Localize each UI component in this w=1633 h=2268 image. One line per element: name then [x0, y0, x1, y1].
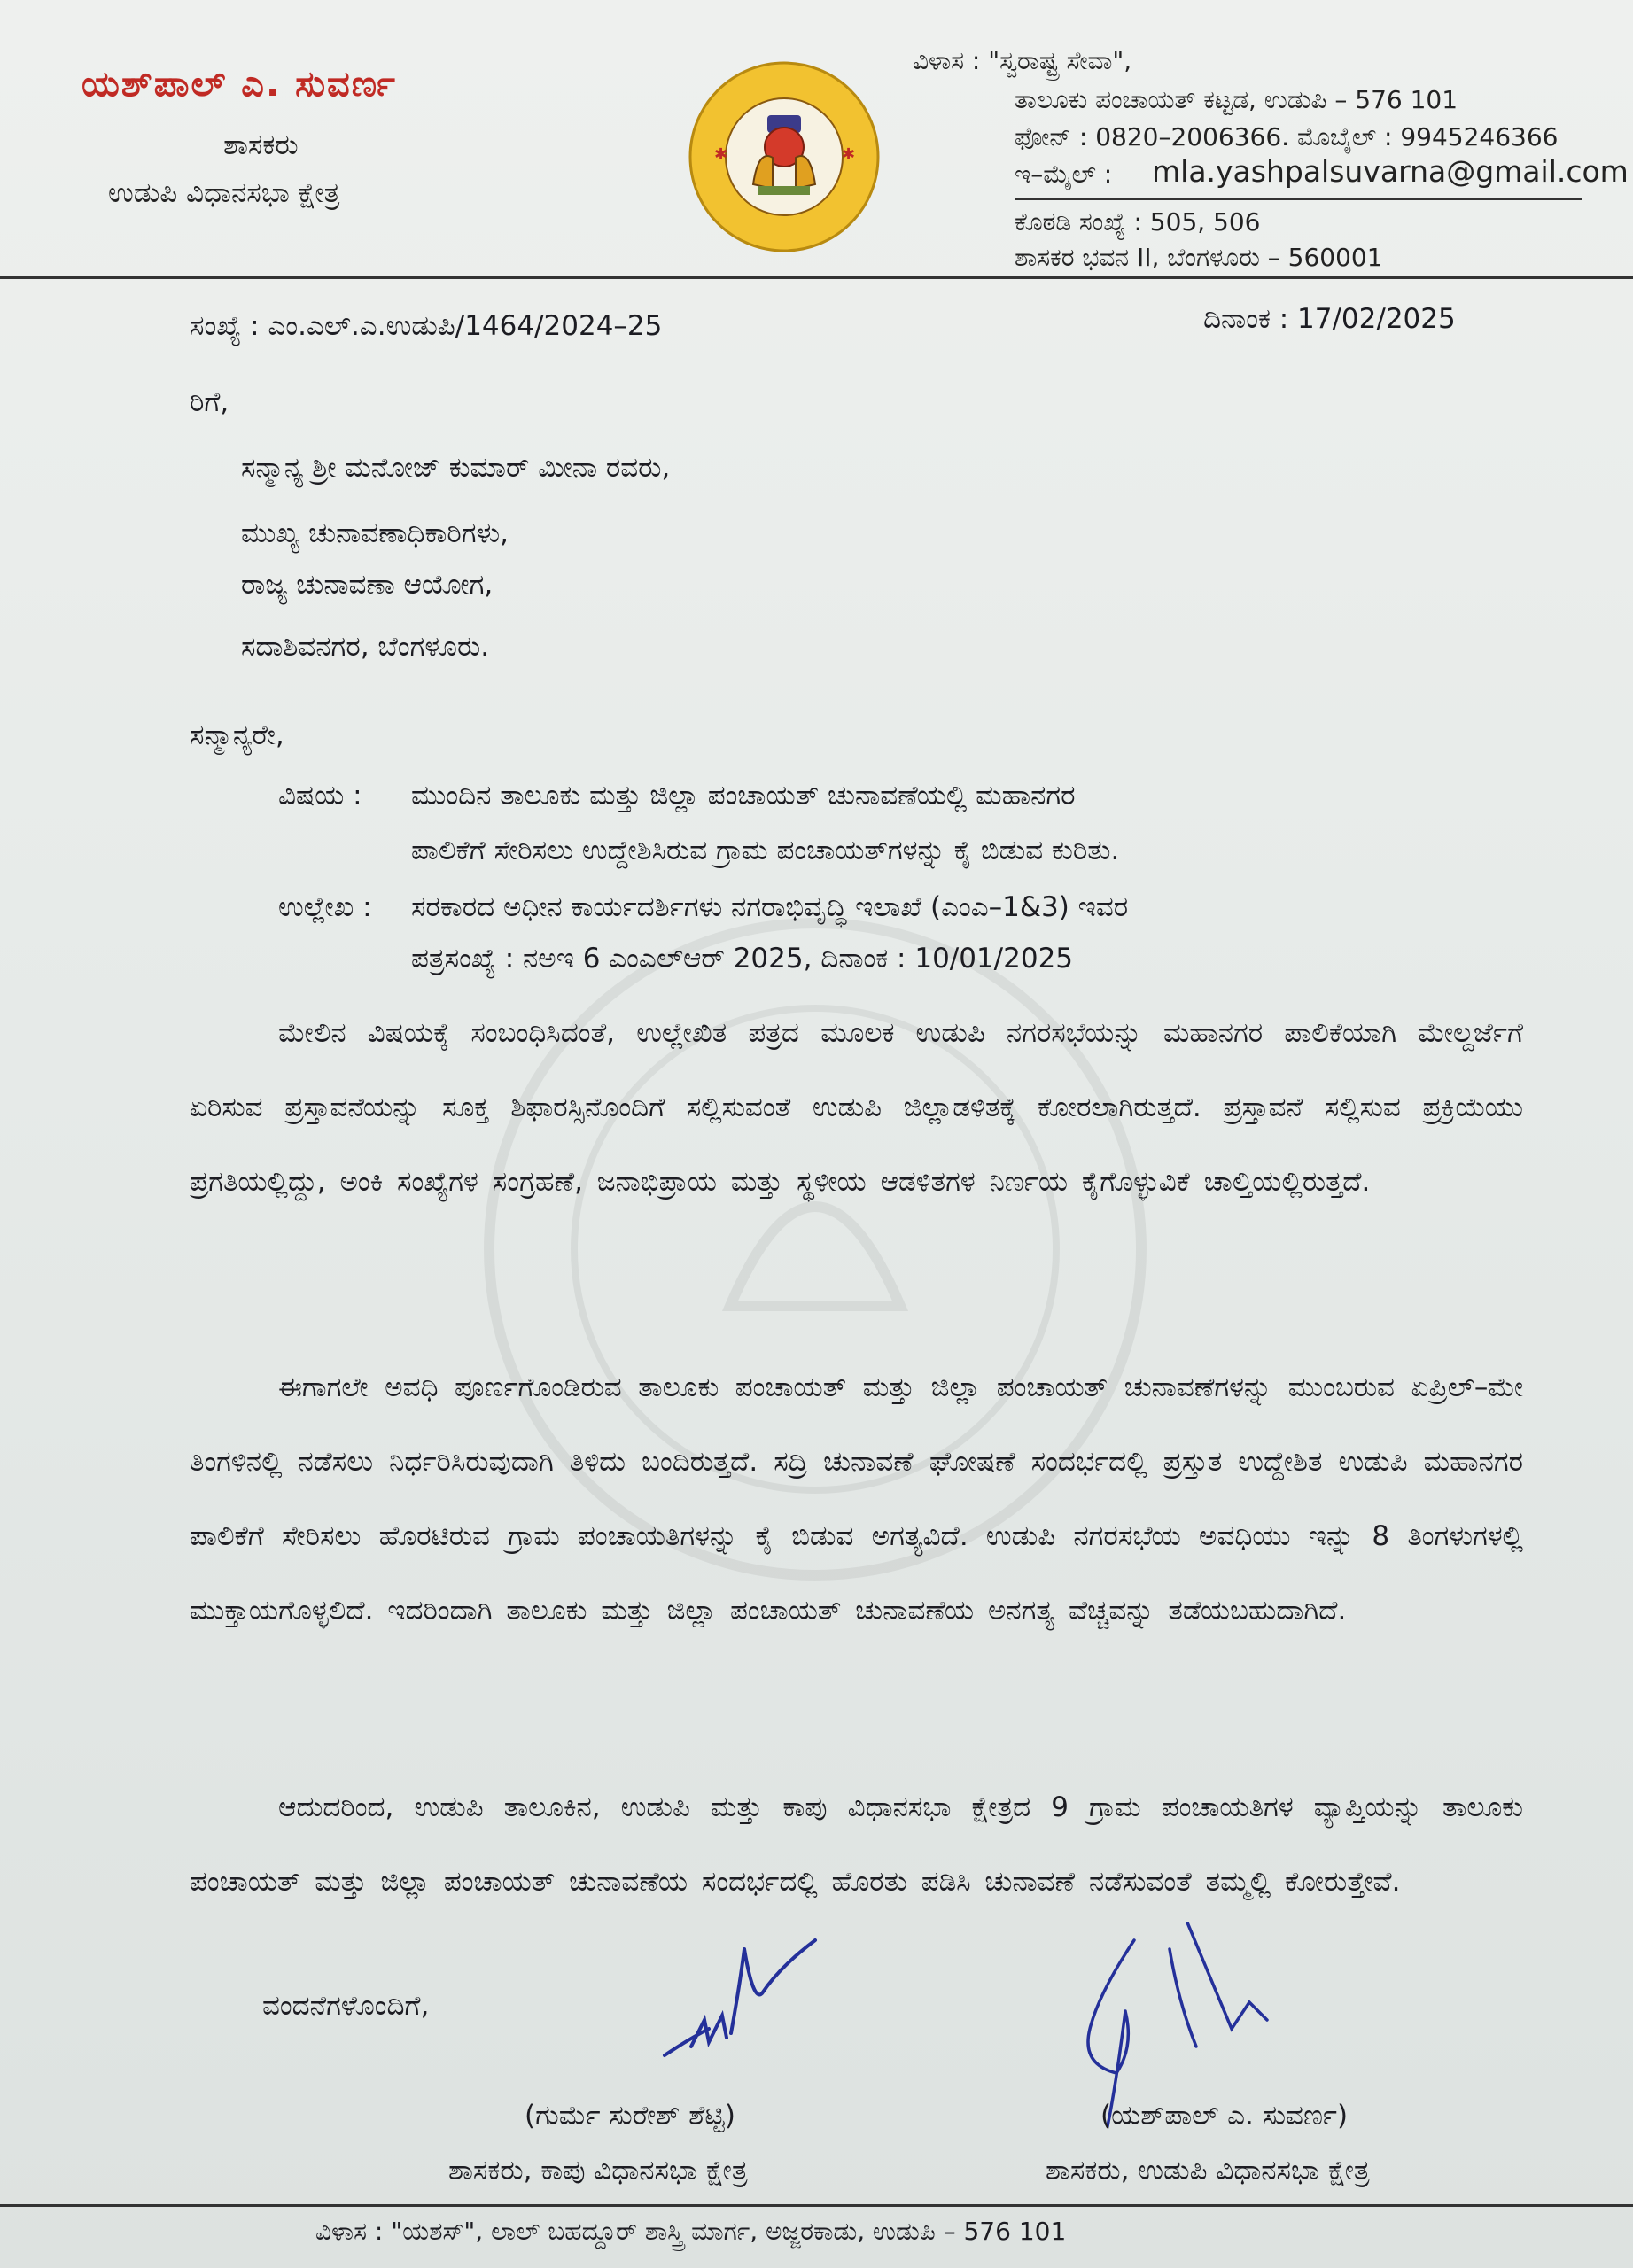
paragraph-3-text: ಆದುದರಿಂದ, ಉಡುಪಿ ತಾಲೂಕಿನ, ಉಡುಪಿ ಮತ್ತು ಕಾಪು ವಿಧಾನಸಭಾ ಕ್ಷೇತ್ರದ 9 ಗ್ರಾಮ ಪಂಚಾಯತಿಗಳ ವ್ಯಾಪ್ತಿಯನ್ನು ತಾಲೂಕು ಪಂಚಾಯತ್ ಮತ್ತು ಜಿಲ್ಲಾ ಪಂಚಾಯತ್ ಚುನಾವಣೆಯ ಸಂದರ್ಭದಲ್ಲಿ ಹೊರತು ಪಡಿಸಿ ಚುನಾವಣೆ ನಡೆಸುವಂತೆ ತಮ್ಮಲ್ಲಿ ಕೋರುತ್ತೇವೆ.: [190, 1791, 1523, 1898]
footer-address: ವಿಳಾಸ : "ಯಶಸ್", ಲಾಲ್ ಬಹದ್ದೂರ್ ಶಾಸ್ತ್ರಿ ಮಾರ್ಗ, ಅಜ್ಜರಕಾಡು, ಉಡುಪಿ – 576 101: [315, 2217, 1067, 2246]
karnataka-assembly-emblem-icon: [688, 60, 881, 253]
room-number-line: ಕೊಠಡಿ ಸಂಖ್ಯೆ : 505, 506: [1015, 207, 1261, 237]
designation: ಶಾಸಕರು: [223, 129, 299, 161]
body-paragraph-3: [190, 1770, 1523, 1919]
recipient-line-2: ಮುಖ್ಯ ಚುನಾವಣಾಧಿಕಾರಿಗಳು,: [241, 517, 509, 549]
signature-1-icon: [656, 1931, 833, 2064]
email-address: mla.yashpalsuvarna@gmail.com: [1152, 154, 1629, 189]
letterhead-divider: [0, 276, 1633, 279]
contact-divider: [1015, 198, 1582, 200]
address-line-2: ತಾಲೂಕು ಪಂಚಾಯತ್ ಕಟ್ಟಡ, ಉಡುಪಿ – 576 101: [1015, 85, 1458, 114]
bhavan-address-line: ಶಾಸಕರ ಭವನ II, ಬೆಂಗಳೂರು – 560001: [1015, 243, 1383, 272]
salutation: ಸನ್ಮಾನ್ಯರೇ,: [190, 719, 284, 751]
to-label: ರಿಗೆ,: [190, 386, 229, 418]
letter-date: ದಿನಾಂಕ : 17/02/2025: [1203, 303, 1456, 335]
constituency: ಉಡುಪಿ ವಿಧಾನಸಭಾ ಕ್ಷೇತ್ರ: [108, 177, 340, 209]
recipient-line-1: ಸನ್ಮಾನ್ಯ ಶ್ರೀ ಮನೋಜ್ ಕುಮಾರ್ ಮೀನಾ ರವರು,: [241, 452, 671, 484]
recipient-line-3: ರಾಜ್ಯ ಚುನಾವಣಾ ಆಯೋಗ,: [241, 569, 494, 601]
subject-line-1: ಮುಂದಿನ ತಾಲೂಕು ಮತ್ತು ಜಿಲ್ಲಾ ಪಂಚಾಯತ್ ಚುನಾವಣೆಯಲ್ಲಿ ಮಹಾನಗರ: [411, 780, 1076, 812]
signatory-2-name: (ಯಶ್‌ಪಾಲ್ ಎ. ಸುವರ್ಣ): [1100, 2100, 1349, 2132]
reference-label: ಉಲ್ಲೇಖ :: [278, 891, 372, 923]
signatory-2-title: ಶಾಸಕರು, ಉಡುಪಿ ವಿಧಾನಸಭಾ ಕ್ಷೇತ್ರ: [1046, 2155, 1370, 2186]
reference-number: ಸಂಖ್ಯೆ : ಎಂ.ಎಲ್.ಎ.ಉಡುಪಿ/1464/2024–25: [190, 310, 663, 342]
svg-text:✱: ✱: [842, 145, 856, 164]
paragraph-1-text: ಮೇಲಿನ ವಿಷಯಕ್ಕೆ ಸಂಬಂಧಿಸಿದಂತೆ, ಉಲ್ಲೇಖಿತ ಪತ್ರದ ಮೂಲಕ ಉಡುಪಿ ನಗರಸಭೆಯನ್ನು ಮಹಾನಗರ ಪಾಲಿಕೆಯಾಗಿ ಮೇಲ್ದರ್ಜೆಗೆ ಏರಿಸುವ ಪ್ರಸ್ತಾವನೆಯನ್ನು ಸೂಕ್ತ ಶಿಫಾರಸ್ಸಿನೊಂದಿಗೆ ಸಲ್ಲಿಸುವಂತೆ ಉಡುಪಿ ಜಿಲ್ಲಾಡಳಿತಕ್ಕೆ ಕೋರಲಾಗಿರುತ್ತದೆ. ಪ್ರಸ್ತಾವನೆ ಸಲ್ಲಿಸುವ ಪ್ರಕ್ರಿಯೆಯು ಪ್ರಗತಿಯಲ್ಲಿದ್ದು, ಅಂಕಿ ಸಂಖ್ಯೆಗಳ ಸಂಗ್ರಹಣೆ, ಜನಾಭಿಪ್ರಾಯ ಮತ್ತು ಸ್ಥಳೀಯ ಆಡಳಿತಗಳ ನಿರ್ಣಯ ಕೈಗೊಳ್ಳುವಿಕೆ ಚಾಲ್ತಿಯಲ್ಲಿರುತ್ತದೆ.: [190, 1017, 1523, 1198]
body-paragraph-2: [190, 1350, 1523, 1648]
footer-divider: [0, 2204, 1633, 2207]
address-line-1: ವಿಳಾಸ : "ಸ್ವರಾಷ್ಟ್ರ ಸೇವಾ",: [913, 46, 1132, 75]
reference-line-1: ಸರಕಾರದ ಅಧೀನ ಕಾರ್ಯದರ್ಶಿಗಳು ನಗರಾಭಿವೃದ್ಧಿ ಇಲಾಖೆ (ಎಂಎ–1&3) ಇವರ: [411, 891, 1129, 923]
mla-name-heading: ಯಶ್‌ಪಾಲ್ ಎ. ಸುವರ್ಣ: [82, 64, 397, 105]
closing: ವಂದನೆಗಳೊಂದಿಗೆ,: [262, 1990, 430, 2022]
svg-text:✱: ✱: [714, 145, 728, 164]
subject-label: ವಿಷಯ :: [278, 780, 362, 812]
paragraph-2-text: ಈಗಾಗಲೇ ಅವಧಿ ಪೂರ್ಣಗೊಂಡಿರುವ ತಾಲೂಕು ಪಂಚಾಯತ್ ಮತ್ತು ಜಿಲ್ಲಾ ಪಂಚಾಯತ್ ಚುನಾವಣೆಗಳನ್ನು ಮುಂಬರುವ ಏಪ್ರಿಲ್–ಮೇ ತಿಂಗಳಿನಲ್ಲಿ ನಡೆಸಲು ನಿರ್ಧರಿಸಿರುವುದಾಗಿ ತಿಳಿದು ಬಂದಿರುತ್ತದೆ. ಸದ್ರಿ ಚುನಾವಣೆ ಘೋಷಣೆ ಸಂದರ್ಭದಲ್ಲಿ ಪ್ರಸ್ತುತ ಉದ್ದೇಶಿತ ಉಡುಪಿ ಮಹಾನಗರ ಪಾಲಿಕೆಗೆ ಸೇರಿಸಲು ಹೊರಟಿರುವ ಗ್ರಾಮ ಪಂಚಾಯತಿಗಳನ್ನು ಕೈ ಬಿಡುವ ಅಗತ್ಯವಿದೆ. ಉಡುಪಿ ನಗರಸಭೆಯ ಅವಧಿಯು ಇನ್ನು 8 ತಿಂಗಳುಗಳಲ್ಲಿ ಮುಕ್ತಾಯಗೊಳ್ಳಲಿದೆ. ಇದರಿಂದಾಗಿ ತಾಲೂಕು ಮತ್ತು ಜಿಲ್ಲಾ ಪಂಚಾಯತ್ ಚುನಾವಣೆಯ ಅನಗತ್ಯ ವೆಚ್ಚವನ್ನು ತಡೆಯಬಹುದಾಗಿದೆ.: [190, 1371, 1523, 1627]
signatory-1-name: (ಗುರ್ಮೆ ಸುರೇಶ್ ಶೆಟ್ಟಿ): [525, 2100, 735, 2132]
body-paragraph-1: [190, 996, 1523, 1219]
recipient-line-4: ಸದಾಶಿವನಗರ, ಬೆಂಗಳೂರು.: [241, 631, 490, 663]
email-label: ಇ–ಮೈಲ್ :: [1015, 159, 1113, 189]
signatory-1-title: ಶಾಸಕರು, ಕಾಪು ವಿಧಾನಸಭಾ ಕ್ಷೇತ್ರ: [448, 2155, 748, 2186]
subject-line-2: ಪಾಲಿಕೆಗೆ ಸೇರಿಸಲು ಉದ್ದೇಶಿಸಿರುವ ಗ್ರಾಮ ಪಂಚಾಯತ್‌ಗಳನ್ನು ಕೈ ಬಿಡುವ ಕುರಿತು.: [411, 835, 1120, 866]
phone-line: ಫೋನ್ : 0820–2006366. ಮೊಬೈಲ್ : 9945246366: [1015, 122, 1559, 151]
reference-line-2: ಪತ್ರಸಂಖ್ಯೆ : ನಅಇ 6 ಎಂಎಲ್ಆರ್ 2025, ದಿನಾಂಕ : 10/01/2025: [411, 943, 1074, 975]
